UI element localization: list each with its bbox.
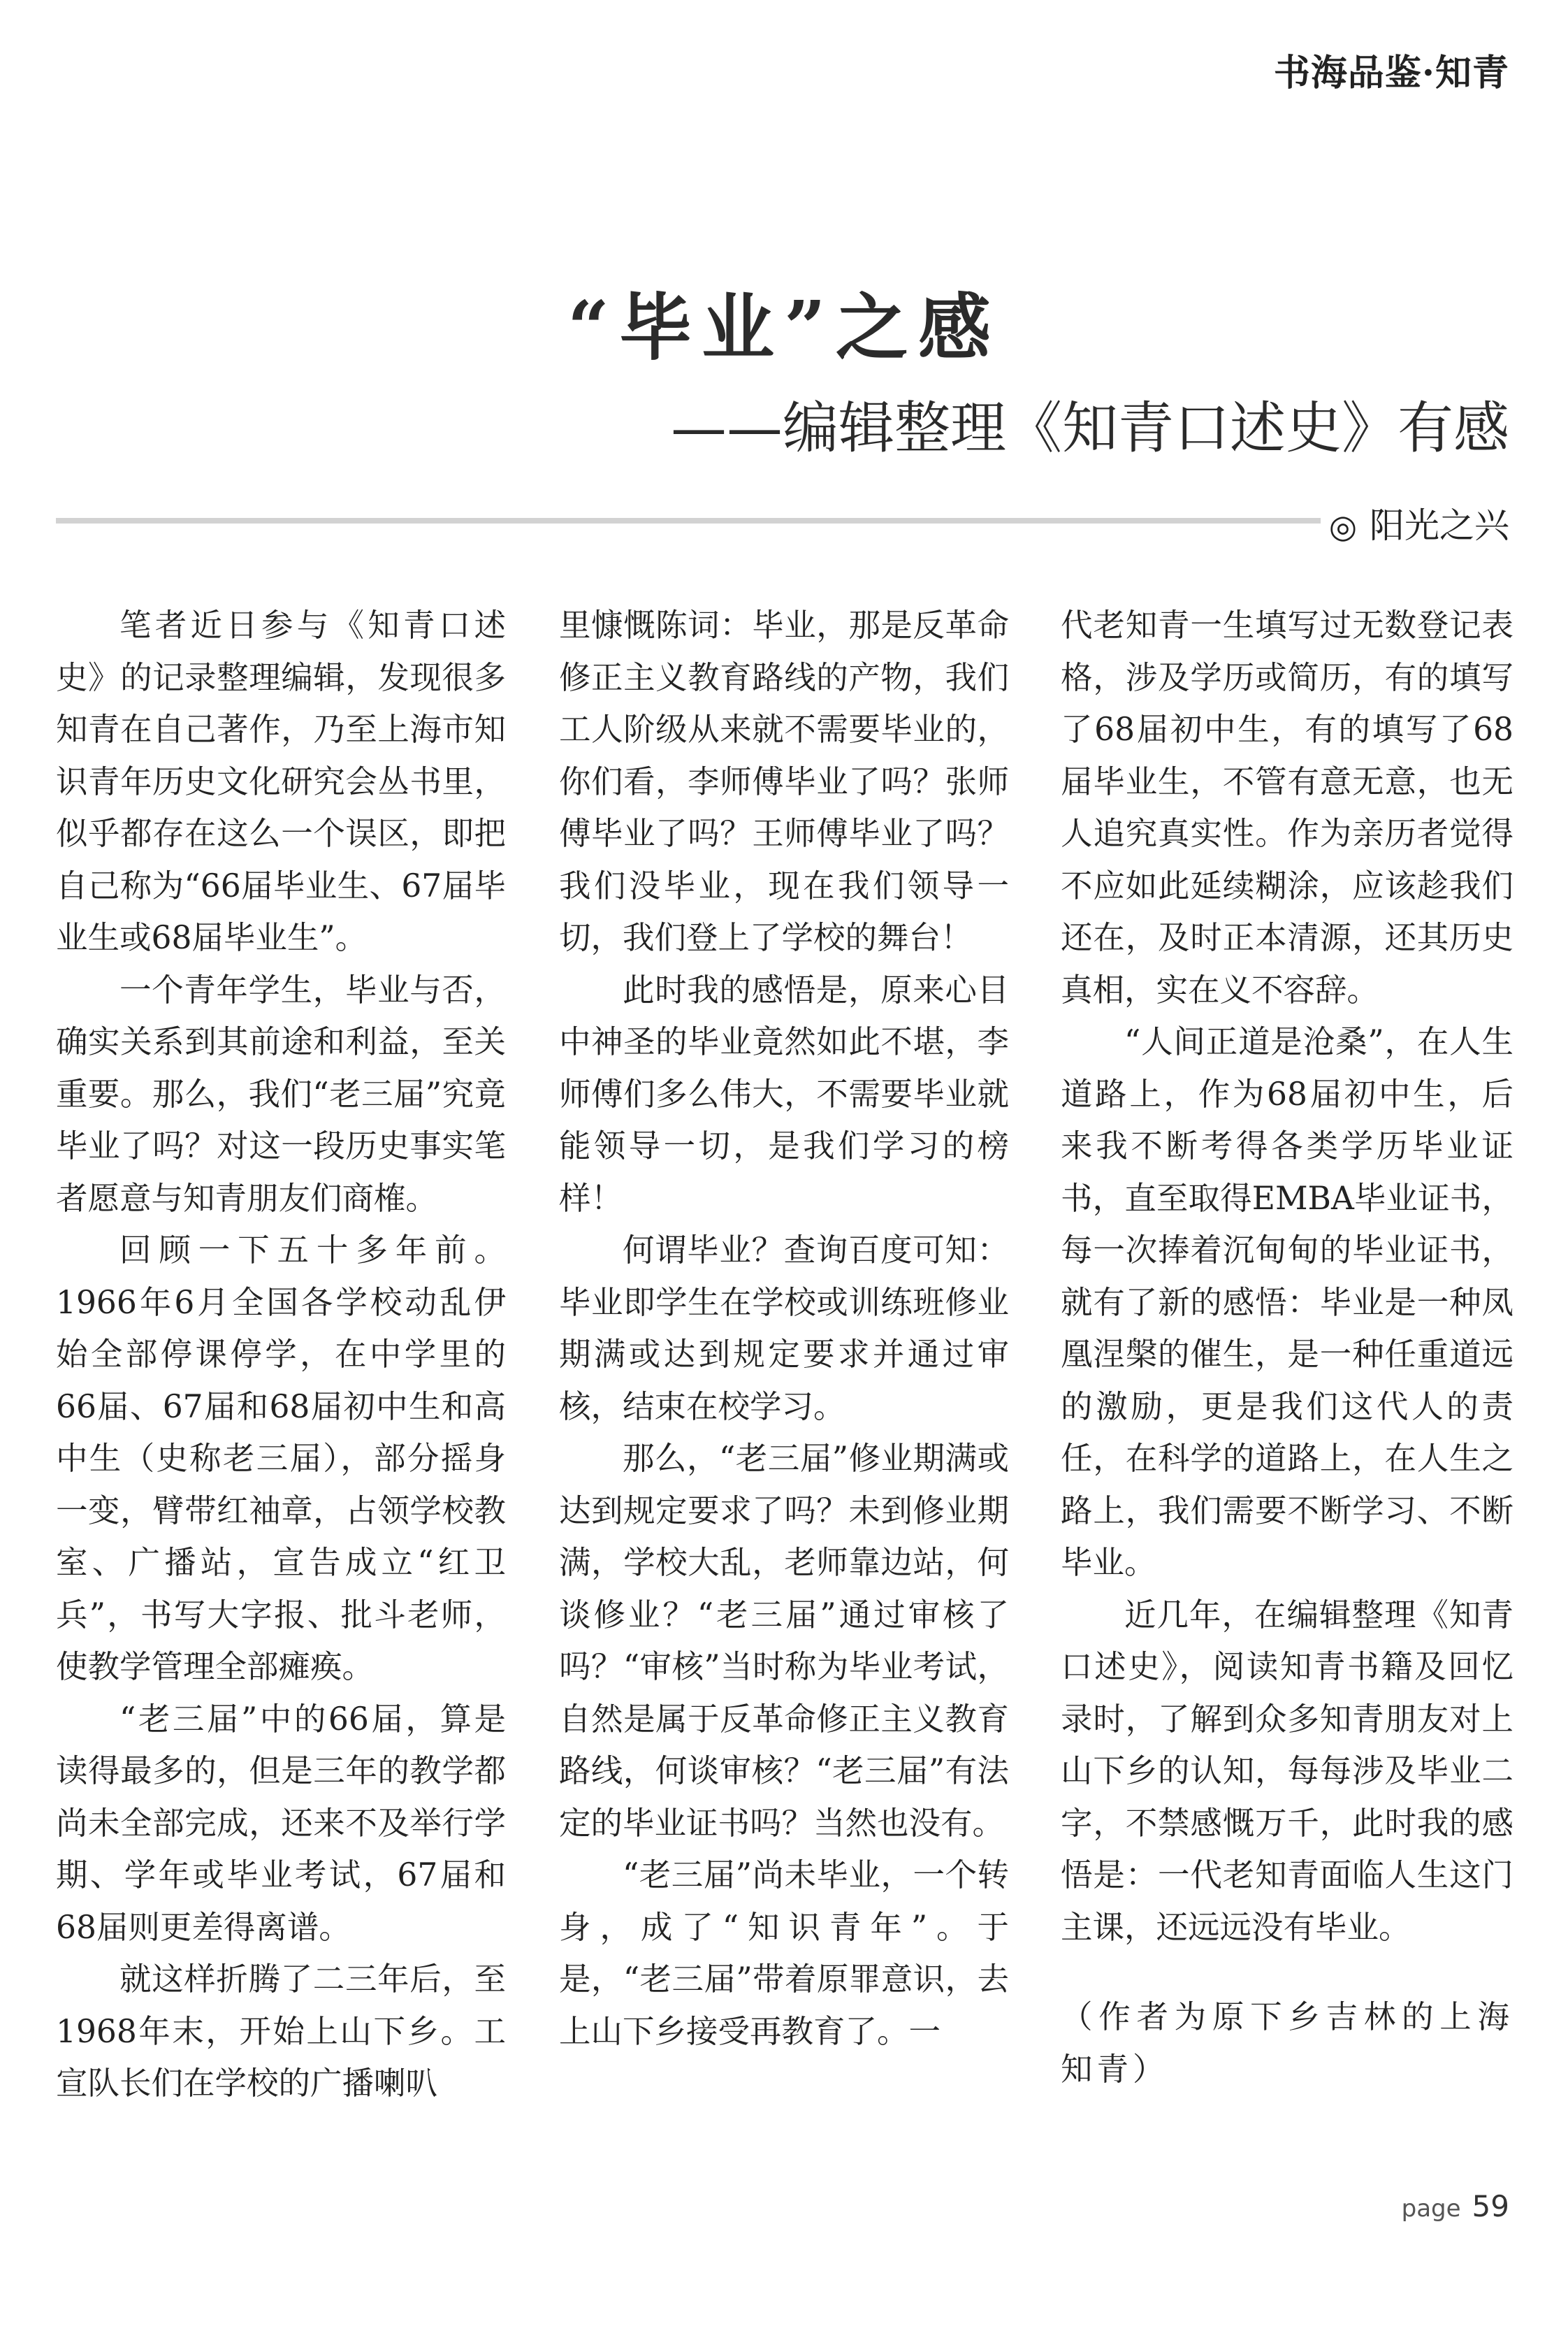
paragraph: 何谓毕业？查询百度可知：毕业即学生在学校或训练班修业期满或达到规定要求并通过审核，结束在校学习。 — [559, 1232, 1009, 1425]
paragraph: “人间正道是沧桑”，在人生道路上，作为68届初中生，后来我不断考得各类学历毕业证书，直至取得EMBA毕业证书，每一次捧着沉甸甸的毕业证书，就有了新的感悟：毕业是一种凤凰涅槃的催生，是一种任重道远的激励，更是我们这代人的责任，在科学的道路上，在人生之路上，我们需要不断学习、不断毕业。 — [1061, 1023, 1513, 1581]
author-name: 阳光之兴 — [1370, 505, 1509, 546]
paragraph: “老三届”尚未毕业，一个转身，成了“知识青年”。于是，“老三届”带着原罪意识，去上山下乡接受再教育了。一 — [559, 1856, 1009, 2050]
paragraph: 回顾一下五十多年前。1966年6月全国各学校动乱伊始全部停课停学，在中学里的66届、67届和68届初中生和高中生（史称老三届），部分摇身一变，臂带红袖章，占领学校教室、广播站，宣告成立“红卫兵”，书写大字报、批斗老师，使教学管理全部瘫痪。 — [56, 1232, 506, 1685]
author-mark-icon: ◎ — [1328, 507, 1357, 545]
paragraph: 就这样折腾了二三年后，至1968年末，开始上山下乡。工宣队长们在学校的广播喇叭 — [56, 1961, 506, 2102]
paragraph: 近几年，在编辑整理《知青口述史》，阅读知青书籍及回忆录时，了解到众多知青朋友对上山下乡的认知，每每涉及毕业二字，不禁感慨万千，此时我的感悟是：一代老知青面临人生这门主课，还远远没有毕业。 — [1061, 1596, 1513, 1946]
paragraph: “老三届”中的66届，算是读得最多的，但是三年的教学都尚未全部完成，还来不及举行学期、学年或毕业考试，67届和68届则更差得离谱。 — [56, 1700, 506, 1946]
text-column-2 — [559, 600, 1009, 2058]
text-column-3 — [1061, 600, 1513, 2095]
page-footer — [1402, 2189, 1509, 2223]
article-title: “毕业”之感 — [567, 284, 1001, 370]
paragraph: 那么，“老三届”修业期满或达到规定要求了吗？未到修业期满，学校大乱，老师靠边站，何谈修业？“老三届”通过审核了吗？“审核”当时称为毕业考试，自然是属于反革命修正主义教育路线，何谈审核？“老三届”有法定的毕业证书吗？当然也没有。 — [559, 1440, 1009, 1842]
page-label: page — [1401, 2195, 1461, 2223]
paragraph: 一个青年学生，毕业与否，确实关系到其前途和利益，至关重要。那么，我们“老三届”究竟毕业了吗？对这一段历史事实笔者愿意与知青朋友们商榷。 — [56, 971, 506, 1217]
section-header: 书海品鉴·知青 — [1273, 52, 1509, 94]
author-line — [1329, 498, 1509, 548]
author-note: （作者为原下乡吉林的上海知青） — [1061, 1998, 1513, 2088]
paragraph: 笔者近日参与《知青口述史》的记录整理编辑，发现很多知青在自己著作，乃至上海市知识青年历史文化研究会丛书里，似乎都存在这么一个误区，即把自己称为“66届毕业生、67届毕业生或68届毕业生”。 — [56, 607, 506, 956]
page-number: 59 — [1472, 2189, 1509, 2223]
paragraph: 此时我的感悟是，原来心目中神圣的毕业竟然如此不堪，李师傅们多么伟大，不需要毕业就能领导一切，是我们学习的榜样！ — [559, 971, 1009, 1217]
title-divider — [56, 518, 1321, 524]
paragraph: 里慷慨陈词：毕业，那是反革命修正主义教育路线的产物，我们工人阶级从来就不需要毕业的，你们看，李师傅毕业了吗？张师傅毕业了吗？王师傅毕业了吗？我们没毕业，现在我们领导一切，我们登上了学校的舞台！ — [559, 607, 1009, 956]
article-subtitle: ——编辑整理《知青口述史》有感 — [671, 396, 1509, 461]
text-column-1 — [56, 600, 506, 2110]
paragraph: 代老知青一生填写过无数登记表格，涉及学历或简历，有的填写了68届初中生，有的填写了68届毕业生，不管有意无意，也无人追究真实性。作为亲历者觉得不应如此延续糊涂，应该趁我们还在，及时正本清源，还其历史真相，实在义不容辞。 — [1061, 607, 1513, 1009]
